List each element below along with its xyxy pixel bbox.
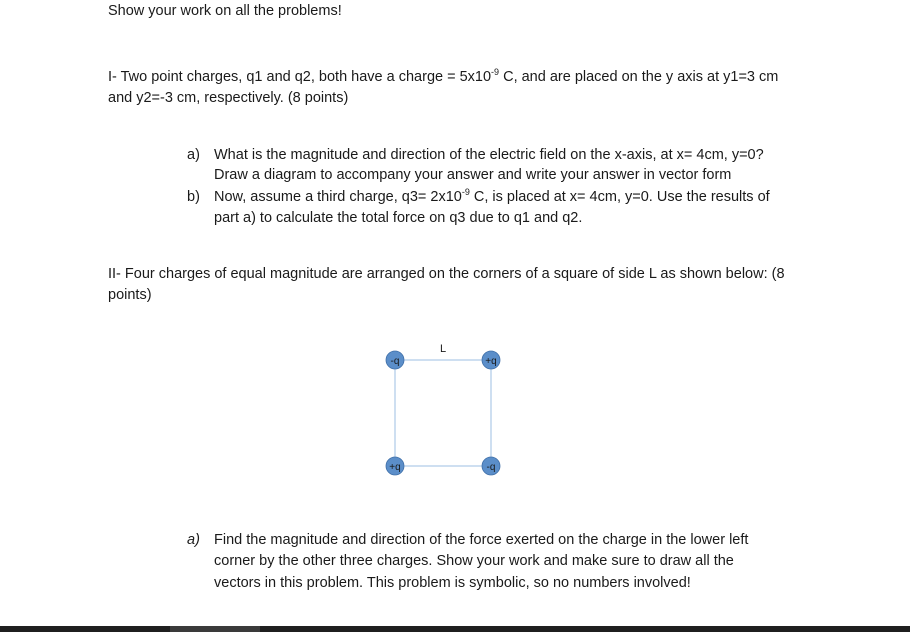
charge-bottom-right-label: -q	[486, 462, 496, 473]
problem2-part-a-marker: a)	[187, 532, 200, 548]
charge-top-right-label: +q	[485, 356, 497, 367]
problem1-part-a-marker: a)	[187, 147, 200, 163]
problem1-part-a-line2: Draw a diagram to accompany your answer and write your answer in vector form	[214, 167, 732, 183]
problem2-part-a-line1: Find the magnitude and direction of the force exerted on the charge in the lower left	[214, 532, 749, 548]
problem1-part-b-line1-pre: Now, assume a third charge, q3= 2x10	[214, 189, 462, 205]
page-bottom-edge-segment	[170, 626, 260, 632]
problem2-intro-line2: points)	[108, 287, 152, 303]
problem1-intro-line1-pre: I- Two point charges, q1 and q2, both have a charge = 5x10	[108, 69, 492, 85]
charge-top-left	[386, 351, 404, 369]
square-edges	[395, 360, 491, 466]
problem1-part-b-marker: b)	[187, 189, 200, 205]
problem1-intro-line1	[108, 67, 778, 87]
charge-bottom-left	[386, 457, 404, 475]
charge-top-left-label: -q	[390, 356, 400, 367]
problem1-intro-line1-post: C, and are placed on the y axis at y1=3 cm	[499, 69, 779, 85]
side-length-label: L	[440, 343, 447, 355]
problem1-intro-line2: and y2=-3 cm, respectively. (8 points)	[108, 90, 349, 106]
problem1-exponent: -9	[491, 67, 500, 77]
charge-top-right	[482, 351, 500, 369]
problem1-part-b-exponent: -9	[461, 187, 470, 197]
problem1-part-b-line2: part a) to calculate the total force on q3 due to q1 and q2.	[214, 210, 583, 226]
problem1-part-a-line1: What is the magnitude and direction of the electric field on the x-axis, at x= 4cm, y=0?	[214, 147, 764, 163]
charge-bottom-left-label: +q	[389, 462, 401, 473]
problem2-intro-line1: II- Four charges of equal magnitude are arranged on the corners of a square of side L as shown below: (8	[108, 266, 785, 282]
problem1-part-b-line1-post: C, is placed at x= 4cm, y=0. Use the results of	[469, 189, 770, 205]
problem2-part-a-line3: vectors in this problem. This problem is symbolic, so no numbers involved!	[214, 575, 691, 591]
square-charge-diagram	[370, 335, 520, 485]
instruction-text: Show your work on all the problems!	[108, 3, 342, 19]
page-bottom-edge	[0, 626, 910, 632]
charge-bottom-right	[482, 457, 500, 475]
problem1-part-b-line1	[214, 187, 770, 207]
problem2-part-a-line2: corner by the other three charges. Show your work and make sure to draw all the	[214, 553, 734, 569]
